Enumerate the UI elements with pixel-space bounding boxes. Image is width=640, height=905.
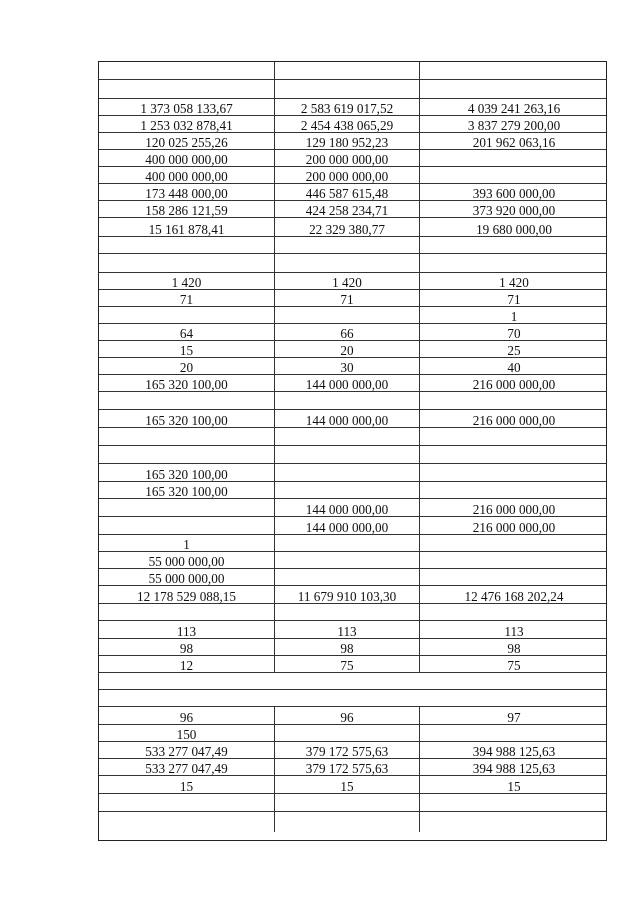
table-cell-col1 xyxy=(99,446,274,464)
table-cell-col2 xyxy=(274,307,419,324)
table-cell-col2: 30 xyxy=(274,358,419,375)
table-row xyxy=(99,706,606,725)
table-row xyxy=(99,98,606,116)
table-cell-col1: 55 000 000,00 xyxy=(148,553,225,569)
table-row xyxy=(99,115,606,133)
table-row xyxy=(99,272,606,290)
table-row xyxy=(99,775,606,794)
table-row xyxy=(99,741,606,759)
table-cell-col2 xyxy=(274,482,419,499)
table-cell-col3 xyxy=(419,794,608,812)
table-cell-col2: 144 000 000,00 xyxy=(274,517,419,535)
table-cell-col2 xyxy=(274,237,419,254)
table-row xyxy=(99,811,606,832)
table-cell-col1: 55 000 000,00 xyxy=(148,570,225,586)
table-cell-col3 xyxy=(419,482,608,499)
table-cell-col3: 201 962 063,16 xyxy=(419,133,608,150)
table-cell-col1: 400 000 000,00 xyxy=(145,168,228,184)
table-cell-col1: 120 025 255,26 xyxy=(145,134,228,150)
table-cell-col2: 113 xyxy=(274,621,419,639)
table-cell-col3 xyxy=(419,80,608,99)
table-cell-col2: 200 000 000,00 xyxy=(274,150,419,167)
table-cell-col1: 150 xyxy=(176,726,197,742)
table-cell-col3 xyxy=(419,446,608,464)
table-cell-col1: 533 277 047,49 xyxy=(145,743,228,759)
table-row xyxy=(99,551,606,569)
table-cell-col1: 64 xyxy=(179,325,194,341)
table-cell-col2 xyxy=(274,428,419,446)
table-cell-col2: 144 000 000,00 xyxy=(274,410,419,428)
table-cell-col1: 15 xyxy=(179,342,194,358)
table-cell-col2: 446 587 615,48 xyxy=(274,184,419,201)
table-cell-col3: 4 039 241 263,16 xyxy=(419,99,608,116)
table-row xyxy=(99,689,606,707)
table-cell-col3: 12 476 168 202,24 xyxy=(419,586,608,604)
table-row xyxy=(99,357,606,375)
table-row xyxy=(99,149,606,167)
table-cell-col1: 15 xyxy=(179,778,194,794)
table-cell-col3: 1 420 xyxy=(419,273,608,290)
table-row xyxy=(99,183,606,201)
table-row xyxy=(99,481,606,499)
table-row xyxy=(99,79,606,99)
table-cell-col3: 70 xyxy=(419,324,608,341)
table-cell-col3: 71 xyxy=(419,290,608,307)
table-cell-col3 xyxy=(419,392,608,410)
table-cell-col2: 20 xyxy=(274,341,419,358)
table-cell-col1: 12 xyxy=(179,657,194,673)
table-cell-col3 xyxy=(419,535,608,552)
table-row xyxy=(99,323,606,341)
table-row xyxy=(99,672,606,690)
table-cell-col3 xyxy=(419,254,608,273)
table-cell-col2 xyxy=(274,725,419,742)
table-row xyxy=(99,253,606,273)
table-cell-col3: 393 600 000,00 xyxy=(419,184,608,201)
table-cell-col3 xyxy=(419,167,608,184)
table-cell-col3 xyxy=(419,725,608,742)
table-cell-col2: 2 454 438 065,29 xyxy=(274,116,419,133)
table-row xyxy=(99,655,606,673)
table-cell-col1 xyxy=(99,80,274,99)
table-cell-col2 xyxy=(274,464,419,482)
table-cell-col3: 373 920 000,00 xyxy=(419,201,608,218)
table-cell-col1 xyxy=(99,794,274,812)
table-row xyxy=(99,427,606,446)
table-row xyxy=(99,217,606,237)
table-cell-col3: 40 xyxy=(419,358,608,375)
table-cell-col2 xyxy=(274,552,419,569)
table-row xyxy=(99,391,606,410)
table-cell-col1: 1 373 058 133,67 xyxy=(140,100,233,116)
table-cell-col2: 144 000 000,00 xyxy=(274,499,419,517)
table-cell-col1: 98 xyxy=(179,640,194,656)
table-cell-col2 xyxy=(274,392,419,410)
table-cell-col3: 216 000 000,00 xyxy=(419,517,608,535)
table-cell-col2: 144 000 000,00 xyxy=(274,375,419,392)
table-cell-col1: 158 286 121,59 xyxy=(145,202,228,218)
table-cell-col1 xyxy=(99,62,274,79)
table-cell-col3: 216 000 000,00 xyxy=(419,375,608,392)
table-cell-col1: 165 320 100,00 xyxy=(145,412,228,428)
table-cell-col1: 173 448 000,00 xyxy=(145,185,228,201)
table-cell-col3 xyxy=(419,604,608,621)
table-row xyxy=(99,724,606,742)
table-cell-col3 xyxy=(419,237,608,254)
table-cell-col1: 533 277 047,49 xyxy=(145,760,228,776)
table-cell-col2: 98 xyxy=(274,639,419,656)
table-cell-col1 xyxy=(99,604,274,621)
data-table xyxy=(98,61,607,841)
table-cell-col1 xyxy=(99,237,274,254)
table-cell-col3: 1 xyxy=(419,307,608,324)
table-cell-merged xyxy=(99,690,606,707)
table-row xyxy=(99,340,606,358)
table-cell-col1: 1 253 032 878,41 xyxy=(140,117,233,133)
table-cell-col3 xyxy=(419,569,608,586)
table-row xyxy=(99,236,606,254)
table-row xyxy=(99,498,606,517)
table-row xyxy=(99,603,606,621)
table-cell-col2 xyxy=(274,794,419,812)
table-cell-col3: 97 xyxy=(419,707,608,725)
table-row xyxy=(99,793,606,812)
table-cell-col1: 1 420 xyxy=(171,274,202,290)
table-row xyxy=(99,132,606,150)
table-cell-col2: 96 xyxy=(274,707,419,725)
table-cell-col2 xyxy=(274,62,419,79)
table-cell-col3 xyxy=(419,464,608,482)
table-cell-col3: 75 xyxy=(419,656,608,673)
table-cell-col3 xyxy=(419,552,608,569)
table-cell-col2 xyxy=(274,446,419,464)
table-cell-col1 xyxy=(99,499,274,517)
table-cell-col2: 2 583 619 017,52 xyxy=(274,99,419,116)
table-cell-col2: 379 172 575,63 xyxy=(274,742,419,759)
table-cell-merged xyxy=(99,673,606,690)
table-cell-col3: 394 988 125,63 xyxy=(419,742,608,759)
table-row xyxy=(99,516,606,535)
table-cell-col3: 3 837 279 200,00 xyxy=(419,116,608,133)
table-row xyxy=(99,374,606,392)
table-row xyxy=(99,62,606,79)
table-cell-col1: 400 000 000,00 xyxy=(145,151,228,167)
table-row xyxy=(99,534,606,552)
table-cell-col3 xyxy=(419,428,608,446)
table-cell-col3: 394 988 125,63 xyxy=(419,759,608,776)
table-cell-col1: 113 xyxy=(176,623,197,639)
table-cell-col1 xyxy=(99,254,274,273)
table-cell-col2: 424 258 234,71 xyxy=(274,201,419,218)
table-cell-col1 xyxy=(99,307,274,324)
table-cell-col1: 165 320 100,00 xyxy=(145,376,228,392)
table-row xyxy=(99,166,606,184)
table-row xyxy=(99,289,606,307)
table-cell-col2 xyxy=(274,604,419,621)
table-cell-col2 xyxy=(274,254,419,273)
table-cell-col2 xyxy=(274,812,419,832)
table-row xyxy=(99,638,606,656)
table-cell-col3: 19 680 000,00 xyxy=(419,218,608,237)
table-cell-col1 xyxy=(99,812,274,832)
table-row xyxy=(99,463,606,482)
table-cell-col2: 129 180 952,23 xyxy=(274,133,419,150)
table-row xyxy=(99,200,606,218)
table-cell-col2: 1 420 xyxy=(274,273,419,290)
table-cell-col1 xyxy=(99,428,274,446)
table-cell-col1 xyxy=(99,517,274,535)
table-cell-col3 xyxy=(419,812,608,832)
table-cell-col2 xyxy=(274,80,419,99)
table-cell-col3: 113 xyxy=(419,621,608,639)
table-cell-col1: 71 xyxy=(179,291,194,307)
table-cell-col2: 22 329 380,77 xyxy=(274,218,419,237)
table-row xyxy=(99,568,606,586)
table-cell-col2 xyxy=(274,569,419,586)
table-cell-col1: 1 xyxy=(183,536,190,552)
table-cell-col3: 15 xyxy=(419,776,608,794)
table-cell-col1: 12 178 529 088,15 xyxy=(137,588,236,604)
table-row xyxy=(99,620,606,639)
table-cell-col3 xyxy=(419,62,608,79)
table-cell-col1: 165 320 100,00 xyxy=(145,483,228,499)
table-cell-col1: 165 320 100,00 xyxy=(145,466,228,482)
table-cell-col3: 216 000 000,00 xyxy=(419,410,608,428)
table-cell-col2: 75 xyxy=(274,656,419,673)
table-cell-col2: 66 xyxy=(274,324,419,341)
table-cell-col3: 216 000 000,00 xyxy=(419,499,608,517)
table-cell-col1: 20 xyxy=(179,359,194,375)
table-cell-col2: 71 xyxy=(274,290,419,307)
table-cell-col3 xyxy=(419,150,608,167)
table-cell-col1: 96 xyxy=(179,709,194,725)
table-cell-col2 xyxy=(274,535,419,552)
table-row xyxy=(99,585,606,604)
table-row xyxy=(99,758,606,776)
table-row xyxy=(99,409,606,428)
table-cell-col2: 379 172 575,63 xyxy=(274,759,419,776)
table-cell-col3: 25 xyxy=(419,341,608,358)
table-row xyxy=(99,306,606,324)
table-cell-col1 xyxy=(99,392,274,410)
table-row xyxy=(99,445,606,464)
table-cell-col2: 15 xyxy=(274,776,419,794)
table-cell-col2: 200 000 000,00 xyxy=(274,167,419,184)
table-cell-col3: 98 xyxy=(419,639,608,656)
table-cell-col1: 15 161 878,41 xyxy=(148,221,225,237)
table-cell-col2: 11 679 910 103,30 xyxy=(274,586,419,604)
